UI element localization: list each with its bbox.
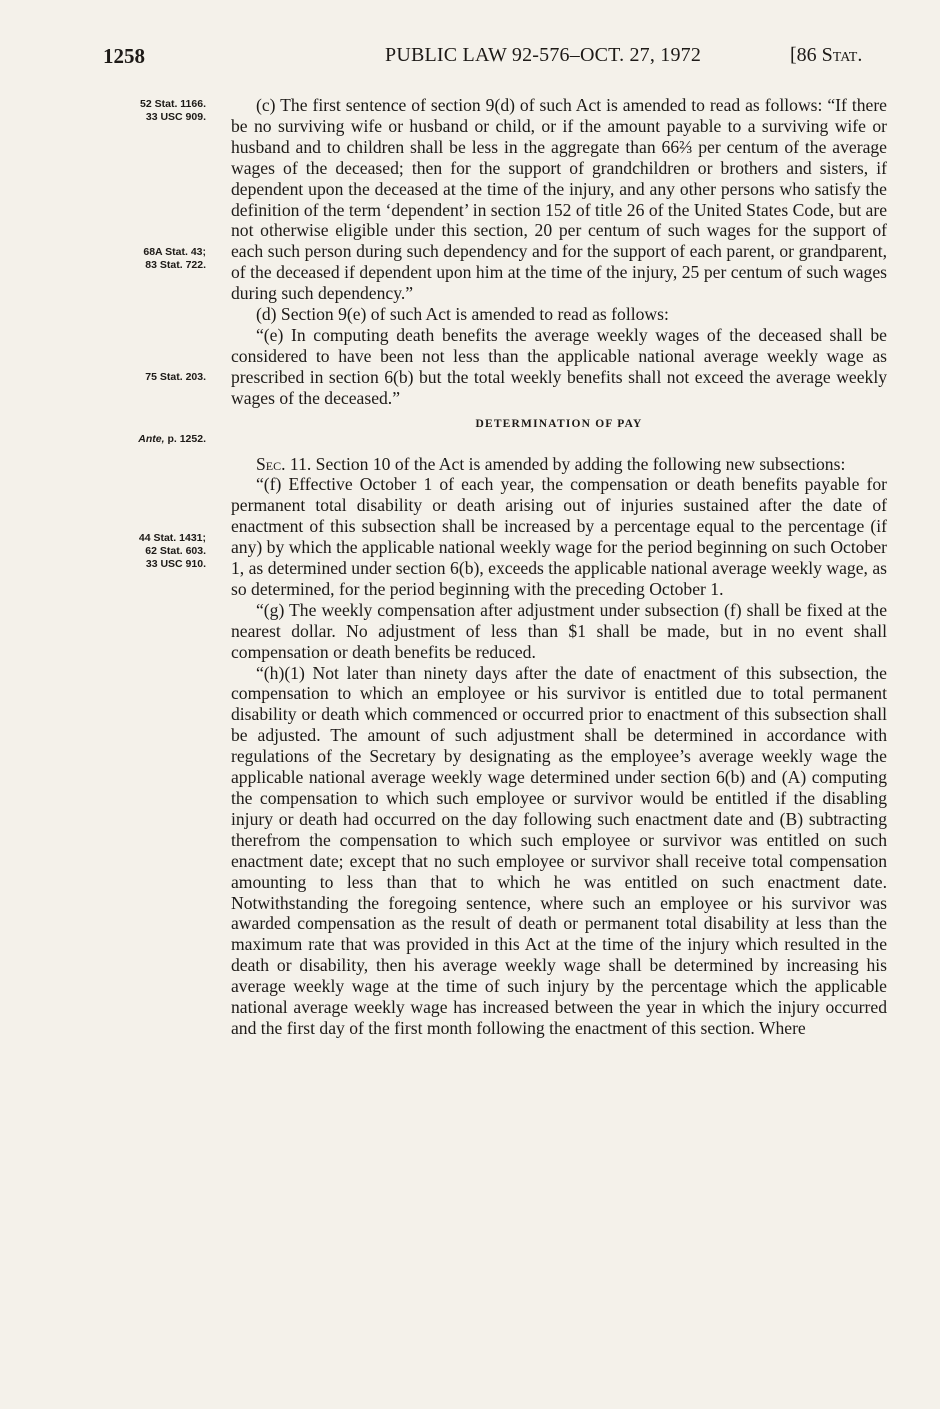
margin-note-page: p. 1252. <box>164 433 206 445</box>
margin-note-line: 33 USC 910. <box>145 558 206 570</box>
paragraph-f: “(f) Effective October 1 of each year, the compensation or death benefits payable for permanent total disability or death arising out of injuries sustained after the date of enactment of this subsection shall be increased by a percentage equal to the percentage (if any) by which the applicable national weekly wage for the period beginning on such October 1, as determined under section 6(b), exceeds the applicable national average weekly wage, as so determined, for the period beginning with the preceding October 1. <box>231 474 887 599</box>
volume-prefix: [86 <box>790 44 817 66</box>
paragraph-d: (d) Section 9(e) of such Act is amended to read as follows: <box>256 304 669 325</box>
section-11-text: 11. Section 10 of the Act is amended by adding the following new subsections: <box>285 453 846 474</box>
volume-citation <box>790 44 862 67</box>
margin-note-ante: Ante, <box>138 433 165 445</box>
margin-note-3 <box>98 371 206 384</box>
margin-note-line <box>98 433 206 446</box>
margin-note-line: 62 Stat. 603. <box>145 545 206 557</box>
paragraph-h: “(h)(1) Not later than ninety days after the date of enactment of this subsection, the compensation to which an employee or his survivor is entitled due to total permanent disability or death which commenced or occurred prior to enactment of this subsection shall be adjusted. The amount of such adjustment shall be determined in accordance with regulations of the Secretary by designating as the employee’s average weekly wage the applicable national average weekly wage determined under section 6(b) and (A) computing the compensation to which such employee or survivor would be entitled if the disabling injury or death had occurred on the day following such enactment date and (B) subtracting therefrom the compensation to which such employee or survivor was entitled on such enactment date; except that no such employee or survivor shall receive total compensation amounting to less than that to which he was entitled on such enactment date. Notwithstanding the foregoing sentence, where such an employee or his survivor was awarded compensation as the result of death or permanent total disability at less than the maximum rate that was provided in this Act at the time of the injury which resulted in the death or disability, then his average weekly wage shall be determined by increasing his average weekly wage at the time of such injury by the percentage which the applicable national average weekly wage has increased between the year in which the injury occurred and the first day of the first month following the enactment of this section. Where <box>231 662 887 1038</box>
margin-note-5 <box>98 532 206 571</box>
margin-note-1 <box>98 98 206 124</box>
volume-suffix: Stat. <box>821 44 863 66</box>
section-label: Sec. <box>256 453 286 474</box>
margin-note-line: 52 Stat. 1166. <box>140 98 206 110</box>
margin-note-line: 83 Stat. 722. <box>145 259 206 271</box>
section-11-intro <box>231 454 887 475</box>
margin-note-2 <box>98 246 206 272</box>
running-head: PUBLIC LAW 92-576–OCT. 27, 1972 <box>385 44 702 66</box>
margin-note-line: 44 Stat. 1431; <box>138 532 206 544</box>
margin-note-line: 75 Stat. 203. <box>145 371 206 383</box>
section-heading: DETERMINATION OF PAY <box>475 417 643 430</box>
paragraph-g: “(g) The weekly compensation after adjustment under subsection (f) shall be fixed at the nearest dollar. No adjustment of less than $1 shall be made, but in no event shall compensation or death benefits be reduced. <box>231 599 887 662</box>
margin-note-line: 68A Stat. 43; <box>143 246 206 258</box>
statute-body <box>231 95 887 1039</box>
paragraph-e: “(e) In computing death benefits the average weekly wages of the deceased shall be considered to have been not less than the applicable national average weekly wage as prescribed in section 6(b) but the total weekly benefits shall not exceed the average weekly wages of the deceased.” <box>231 324 887 408</box>
margin-note-line: 33 USC 909. <box>145 111 206 123</box>
page-number: 1258 <box>103 44 145 68</box>
margin-note-4 <box>98 433 206 446</box>
paragraph-c: (c) The first sentence of section 9(d) of such Act is amended to read as follows: “If there be no surviving wife or husband or child, or if the amount payable to a surviving wife or husband and to children shall be less in the aggregate than 66⅔ per centum of the average wages of the deceased; then for the support of grandchildren or brothers and sisters, if dependent upon the deceased at the time of the injury, and any other persons who satisfy the definition of the term ‘dependent’ in section 152 of title 26 of the United States Code, but are not otherwise eligible under this section, 20 per centum of such wages for the support of each such person during such dependency and for the support of each parent, or grandparent, of the deceased if dependent upon him at the time of the injury, 25 per centum of such wages during such dependency.” <box>231 95 887 304</box>
